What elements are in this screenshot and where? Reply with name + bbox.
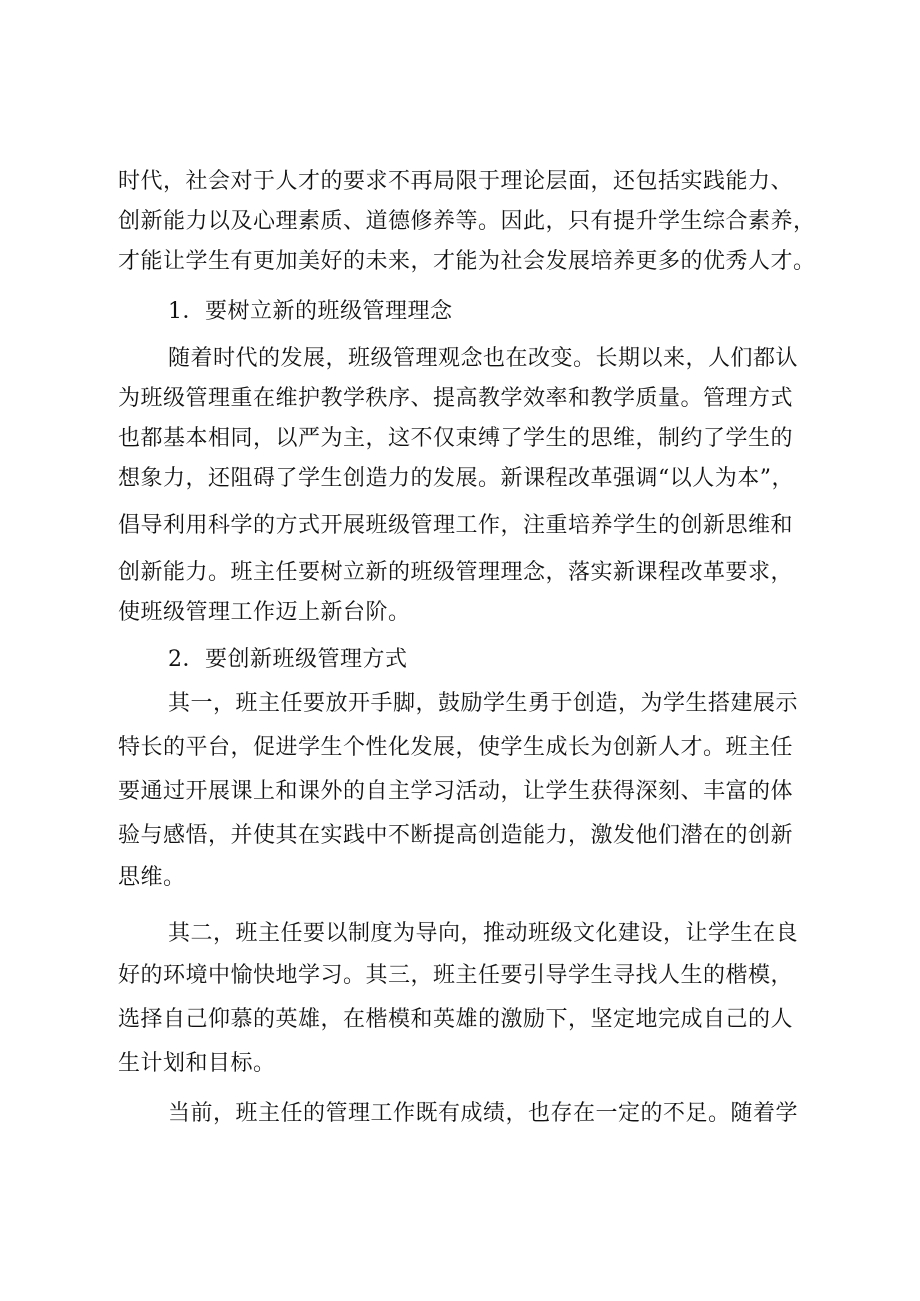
text-line: 为班级管理重在维护教学秩序、提高教学效率和教学质量。管理方式 — [118, 386, 794, 411]
text-line: 想象力，还阻碍了学生创造力的发展。新课程改革强调“以人为本”， — [118, 466, 794, 491]
text-line: 生计划和目标。 — [118, 1051, 276, 1076]
text-line: 使班级管理工作迈上新台阶。 — [118, 600, 411, 625]
text-line: 创新能力以及心理素质、道德修养等。因此，只有提升学生综合素养， — [118, 209, 816, 234]
text-line: 验与感悟，并使其在实践中不断提高创造能力，激发他们潜在的创新 — [118, 823, 794, 848]
text-line: 当前，班主任的管理工作既有成绩，也存在一定的不足。随着学 — [168, 1101, 799, 1126]
section-heading-1: 1．要树立新的班级管理理念 — [168, 299, 453, 324]
text-line: 随着时代的发展，班级管理观念也在改变。长期以来，人们都认 — [168, 346, 799, 371]
text-line: 其一，班主任要放开手脚，鼓励学生勇于创造，为学生搭建展示 — [168, 691, 799, 716]
text-line: 创新能力。班主任要树立新的班级管理理念，落实新课程改革要求， — [118, 560, 794, 585]
text-line: 选择自己仰慕的英雄，在楷模和英雄的激励下，坚定地完成自己的人 — [118, 1007, 794, 1032]
text-line: 才能让学生有更加美好的未来，才能为社会发展培养更多的优秀人才。 — [118, 249, 816, 274]
text-line: 特长的平台，促进学生个性化发展，使学生成长为创新人才。班主任 — [118, 735, 794, 760]
text-line: 好的环境中愉快地学习。其三，班主任要引导学生寻找人生的楷模， — [118, 963, 794, 988]
text-line: 倡导利用科学的方式开展班级管理工作，注重培养学生的创新思维和 — [118, 513, 794, 538]
section-heading-2: 2．要创新班级管理方式 — [168, 647, 408, 672]
text-line: 时代，社会对于人才的要求不再局限于理论层面，还包括实践能力、 — [118, 169, 794, 194]
text-line: 要通过开展课上和课外的自主学习活动，让学生获得深刻、丰富的体 — [118, 779, 794, 804]
text-line: 也都基本相同，以严为主，这不仅束缚了学生的思维，制约了学生的 — [118, 426, 794, 451]
text-line: 其二，班主任要以制度为导向，推动班级文化建设，让学生在良 — [168, 921, 799, 946]
text-line: 思维。 — [118, 865, 186, 890]
